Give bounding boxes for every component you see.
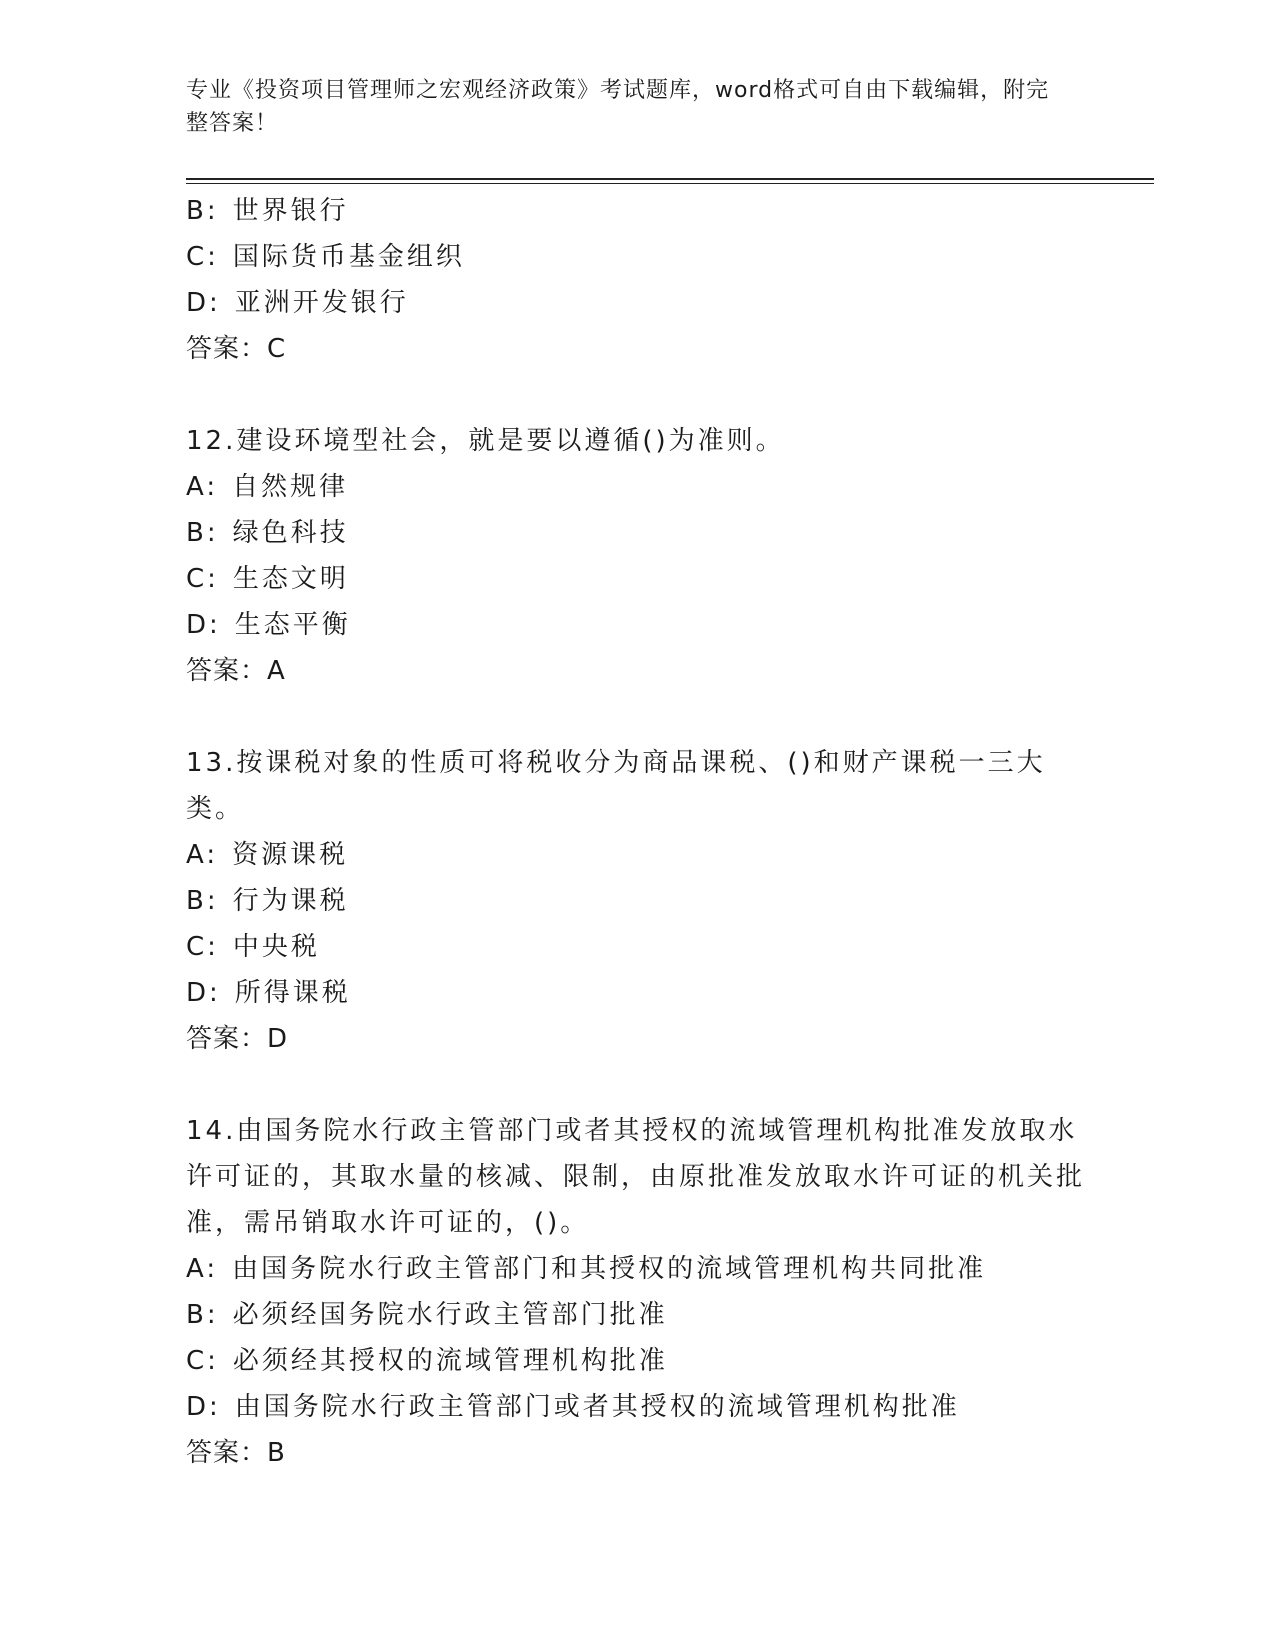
- question-stem: 13.按课税对象的性质可将税收分为商品课税、()和财产课税一三大类。: [186, 748, 1046, 824]
- header-text: 专业《投资项目管理师之宏观经济政策》考试题库，word格式可自由下载编辑，附完整答案！: [186, 78, 1050, 136]
- question-13: [186, 740, 1086, 1062]
- option-c: C: 中央税: [186, 932, 320, 962]
- header-divider-thin: [186, 183, 1154, 184]
- option-d: D: 亚洲开发银行: [186, 288, 409, 318]
- option-b: B: 必须经国务院水行政主管部门批准: [186, 1300, 668, 1330]
- option-c: C: 生态文明: [186, 564, 349, 594]
- answer: 答案：B: [186, 1438, 286, 1468]
- answer: 答案：D: [186, 1024, 289, 1054]
- option-b: B: 行为课税: [186, 886, 349, 916]
- option-c: C: 必须经其授权的流域管理机构批准: [186, 1346, 668, 1376]
- question-stem: 12.建设环境型社会，就是要以遵循()为准则。: [186, 426, 785, 456]
- question-list: [186, 188, 1086, 1476]
- answer: 答案：C: [186, 334, 287, 364]
- option-b: B: 世界银行: [186, 196, 349, 226]
- question-partial: [186, 188, 1086, 372]
- option-d: D: 由国务院水行政主管部门或者其授权的流域管理机构批准: [186, 1392, 960, 1422]
- header-divider: [186, 178, 1154, 180]
- option-c: C: 国际货币基金组织: [186, 242, 465, 272]
- option-a: A: 由国务院水行政主管部门和其授权的流域管理机构共同批准: [186, 1254, 987, 1284]
- option-d: D: 所得课税: [186, 978, 351, 1008]
- option-a: A: 自然规律: [186, 472, 349, 502]
- option-a: A: 资源课税: [186, 840, 349, 870]
- question-12: [186, 418, 1086, 694]
- answer: 答案：A: [186, 656, 286, 686]
- question-14: [186, 1108, 1086, 1476]
- option-b: B: 绿色科技: [186, 518, 349, 548]
- question-stem: 14.由国务院水行政主管部门或者其授权的流域管理机构批准发放取水许可证的，其取水量的核减、限制，由原批准发放取水许可证的机关批准，需吊销取水许可证的，()。: [186, 1116, 1086, 1238]
- option-d: D: 生态平衡: [186, 610, 351, 640]
- document-header: [186, 74, 1066, 140]
